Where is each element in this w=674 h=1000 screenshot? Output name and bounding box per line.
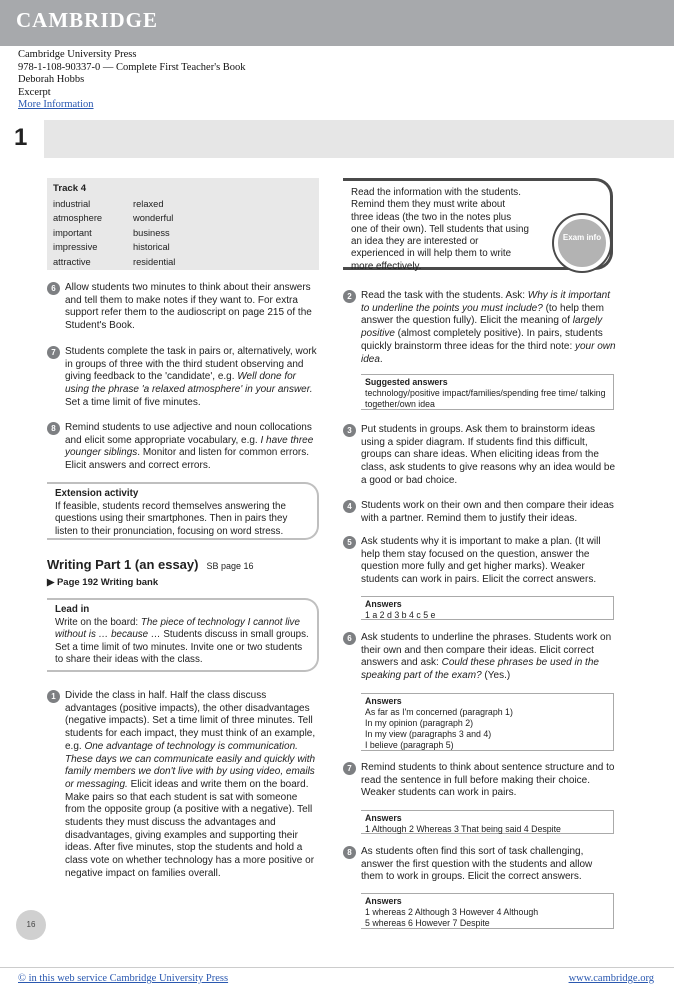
track-words: [53, 197, 213, 270]
book-metadata: [18, 49, 246, 112]
step-7: [47, 346, 319, 410]
answers-line: In my opinion (paragraph 2): [365, 718, 474, 728]
step-example: One advantage of technology is communication. These days we can communicate easily and quickly with family members we don't live with by using video, emails or messaging.: [65, 740, 316, 790]
track-word: industrial: [53, 198, 91, 209]
track-word: wonderful: [133, 213, 174, 223]
chapter-bar-background: [44, 120, 674, 158]
track-word: attractive: [53, 256, 91, 267]
exam-info-text: Read the information with the students. Remind them they must write about three ideas (the two in the notes plus one of their own). Tell students that using an idea they are interested or experienced in will help them to write more effectively.: [351, 187, 529, 272]
excerpt-label: Excerpt: [18, 86, 51, 98]
lead-in-text: [55, 617, 311, 667]
cambridge-logo: CAMBRIDGE: [16, 8, 159, 32]
step-text: Read the task with the students. Ask:: [361, 290, 528, 301]
step-2: [343, 290, 617, 366]
answers-text: 1 a 2 d 3 b 4 c 5 e: [365, 610, 436, 620]
page-number: 16: [16, 910, 46, 940]
suggested-answers-text: technology/positive impact/families/spending free time/ talking together/own idea: [365, 388, 606, 409]
track-box: [47, 178, 319, 270]
step-text: Remind students to use adjective and noun collocations and elicit some appropriate vocabulary, e.g.: [65, 422, 312, 446]
answers-line: 5 whereas 6 However 7 Despite: [365, 918, 490, 928]
step-text: Remind students to think about sentence structure and to read the sentence in full before making their choice. Weaker students can work in pairs.: [361, 762, 615, 799]
step-number: 8: [343, 846, 356, 859]
step-3: [343, 424, 617, 488]
section-title: [47, 557, 254, 572]
step-number: 2: [343, 290, 356, 303]
step-text: Students work on their own and then compare their ideas with a partner. Remind them to justify their ideas.: [361, 500, 614, 524]
track-word: historical: [133, 242, 170, 252]
step-6-right: [343, 632, 617, 683]
cambridge-website-link[interactable]: www.cambridge.org: [568, 973, 654, 984]
answers-heading: Answers: [365, 813, 402, 823]
step-text: Students complete the task in pairs or, alternatively, work in groups of three with the third student observing and giving feedback to the 'candidate', e.g.: [65, 346, 317, 383]
step-text: .: [379, 353, 383, 365]
extension-activity-box: [47, 482, 319, 540]
track-word: business: [133, 227, 170, 238]
step-question: Could these phrases be used in the speaking part of the exam?: [361, 657, 599, 682]
lead-in-box: [47, 598, 319, 672]
step-example: I have three younger siblings: [65, 434, 314, 459]
section-heading: Writing Part 1 (an essay): [47, 557, 199, 572]
step-number: 6: [47, 282, 60, 295]
answers-box-7: [361, 810, 614, 834]
lead-in-text-part: Students discuss in small groups. Set a time limit of two minutes. Invite one or two students to share their ideas with the class.: [55, 629, 309, 665]
answers-line: In my view (paragraphs 3 and 4): [365, 729, 492, 739]
answers-line: I believe (paragraph 5): [365, 740, 454, 750]
step-number: 8: [47, 422, 60, 435]
answers-box-5: [361, 596, 614, 620]
answers-line: 1 whereas 2 Although 3 However 4 Although: [365, 907, 539, 917]
lead-in-heading: Lead in: [55, 604, 90, 615]
step-number: 3: [343, 424, 356, 437]
exam-info-icon: [554, 215, 610, 271]
exam-info-icon-label: Exam info: [562, 233, 602, 242]
answers-heading: Answers: [365, 896, 402, 906]
step-text: (to help them answer the question fully). Elicit the meaning of: [361, 302, 604, 327]
step-number: 4: [343, 500, 356, 513]
step-text: Elicit ideas and write them on the board. Make pairs so that each student is sat with someone from the opposite group (a positive with a negative). Tell students they must discuss the advantages and disadvantages, giving examples and supporting their ideas. After five minutes, stop the students and hold a class vote on whether technology has a more positive or negative impact on families overall.: [65, 778, 315, 879]
more-information-link[interactable]: More Information: [18, 99, 94, 111]
writing-bank-ref: [47, 577, 158, 588]
step-number: 1: [47, 690, 60, 703]
step-example: Well done for using the phrase 'a relaxed atmosphere' in your answer.: [65, 371, 313, 396]
suggested-answers-box: [361, 374, 614, 410]
step-1: [47, 690, 319, 881]
step-text: . Monitor and listen for common errors. Elicit answers and correct errors.: [65, 447, 309, 472]
track-word: important: [53, 227, 92, 238]
answers-box-6: [361, 693, 614, 751]
answers-heading: Answers: [365, 696, 402, 706]
step-4: [343, 500, 617, 525]
writing-bank-label: Page 192 Writing bank: [56, 577, 159, 588]
step-8-right: [343, 846, 617, 884]
answers-heading: Answers: [365, 599, 402, 609]
author: Deborah Hobbs: [18, 74, 85, 86]
triangle-icon: ▶: [47, 577, 57, 588]
chapter-number: 1: [0, 120, 44, 158]
step-text: Ask students why it is important to make a plan. (It will help them stay focused on the question, answer the question more fully and get higher marks). Weaker students can work in pairs. Elicit the correct answers.: [361, 536, 601, 586]
answers-box-8: [361, 893, 614, 929]
step-number: 7: [343, 762, 356, 775]
suggested-answers-heading: Suggested answers: [365, 377, 448, 387]
track-word: relaxed: [133, 198, 164, 209]
step-term: largely positive: [361, 315, 603, 340]
sb-page-ref: SB page 16: [206, 561, 254, 571]
isbn-title: 978-1-108-90337-0 — Complete First Teacher's Book: [18, 61, 246, 73]
step-text: (almost completely positive). In pairs, students quickly brainstorm three ideas for the third note:: [361, 328, 603, 352]
extension-activity-heading: Extension activity: [55, 488, 139, 499]
answers-text: 1 Although 2 Whereas 3 That being said 4 Despite: [365, 824, 561, 834]
step-question: Why is it important to underline the points you must include?: [361, 290, 611, 314]
lead-in-text-part: Write on the board:: [55, 616, 141, 628]
header-bar: [0, 0, 674, 46]
step-number: 6: [343, 632, 356, 645]
step-term: your own idea: [361, 340, 616, 365]
chapter-bar: [0, 120, 674, 158]
answers-line: As far as I'm concerned (paragraph 1): [365, 707, 513, 717]
track-title: Track 4: [53, 183, 87, 194]
track-word: atmosphere: [53, 213, 103, 223]
extension-activity-text: If feasible, students record themselves answering the questions using their smartphones. Then in pairs they listen to their pronunciation, focusing on word stress.: [55, 500, 288, 537]
step-5: [343, 536, 617, 587]
step-number: 7: [47, 346, 60, 359]
publisher: Cambridge University Press: [18, 49, 137, 60]
track-word: impressive: [53, 242, 98, 252]
step-text: Set a time limit of five minutes.: [65, 396, 201, 408]
step-number: 5: [343, 536, 356, 549]
step-6: [47, 282, 319, 333]
copyright-link[interactable]: © in this web service Cambridge University Press: [18, 973, 229, 984]
step-8: [47, 422, 319, 473]
lead-in-board-phrase: The piece of technology I cannot live without is … because …: [55, 616, 300, 640]
step-text: Allow students two minutes to think about their answers and tell them to make notes if they want to. For extra support refer them to the audioscript on page 215 of the Student's Book.: [65, 282, 312, 332]
step-text: Put students in groups. Ask them to brainstorm ideas using a spider diagram. If students find this difficult, groups can share ideas. When eliciting ideas from the class, ask students to give reasons why an idea would be a good or bad choice.: [361, 424, 616, 486]
step-text: As students often find this sort of task challenging, answer the first question with the students and allow them to work in groups. Elicit the correct answers.: [361, 846, 593, 883]
step-text: Divide the class in half. Half the class discuss advantages (positive impacts), the other disadvantages (negative impacts). Set a time limit of three minutes. Tell students for each impact, they must think of an example, e.g.: [65, 690, 316, 752]
step-7-right: [343, 762, 617, 800]
track-word: residential: [133, 256, 176, 267]
step-text: Ask students to underline the phrases. Students work on their own and then compare their ideas. Elicit correct answers and ask:: [361, 632, 612, 669]
step-text: (Yes.): [481, 670, 511, 682]
footer-divider: [0, 967, 674, 968]
